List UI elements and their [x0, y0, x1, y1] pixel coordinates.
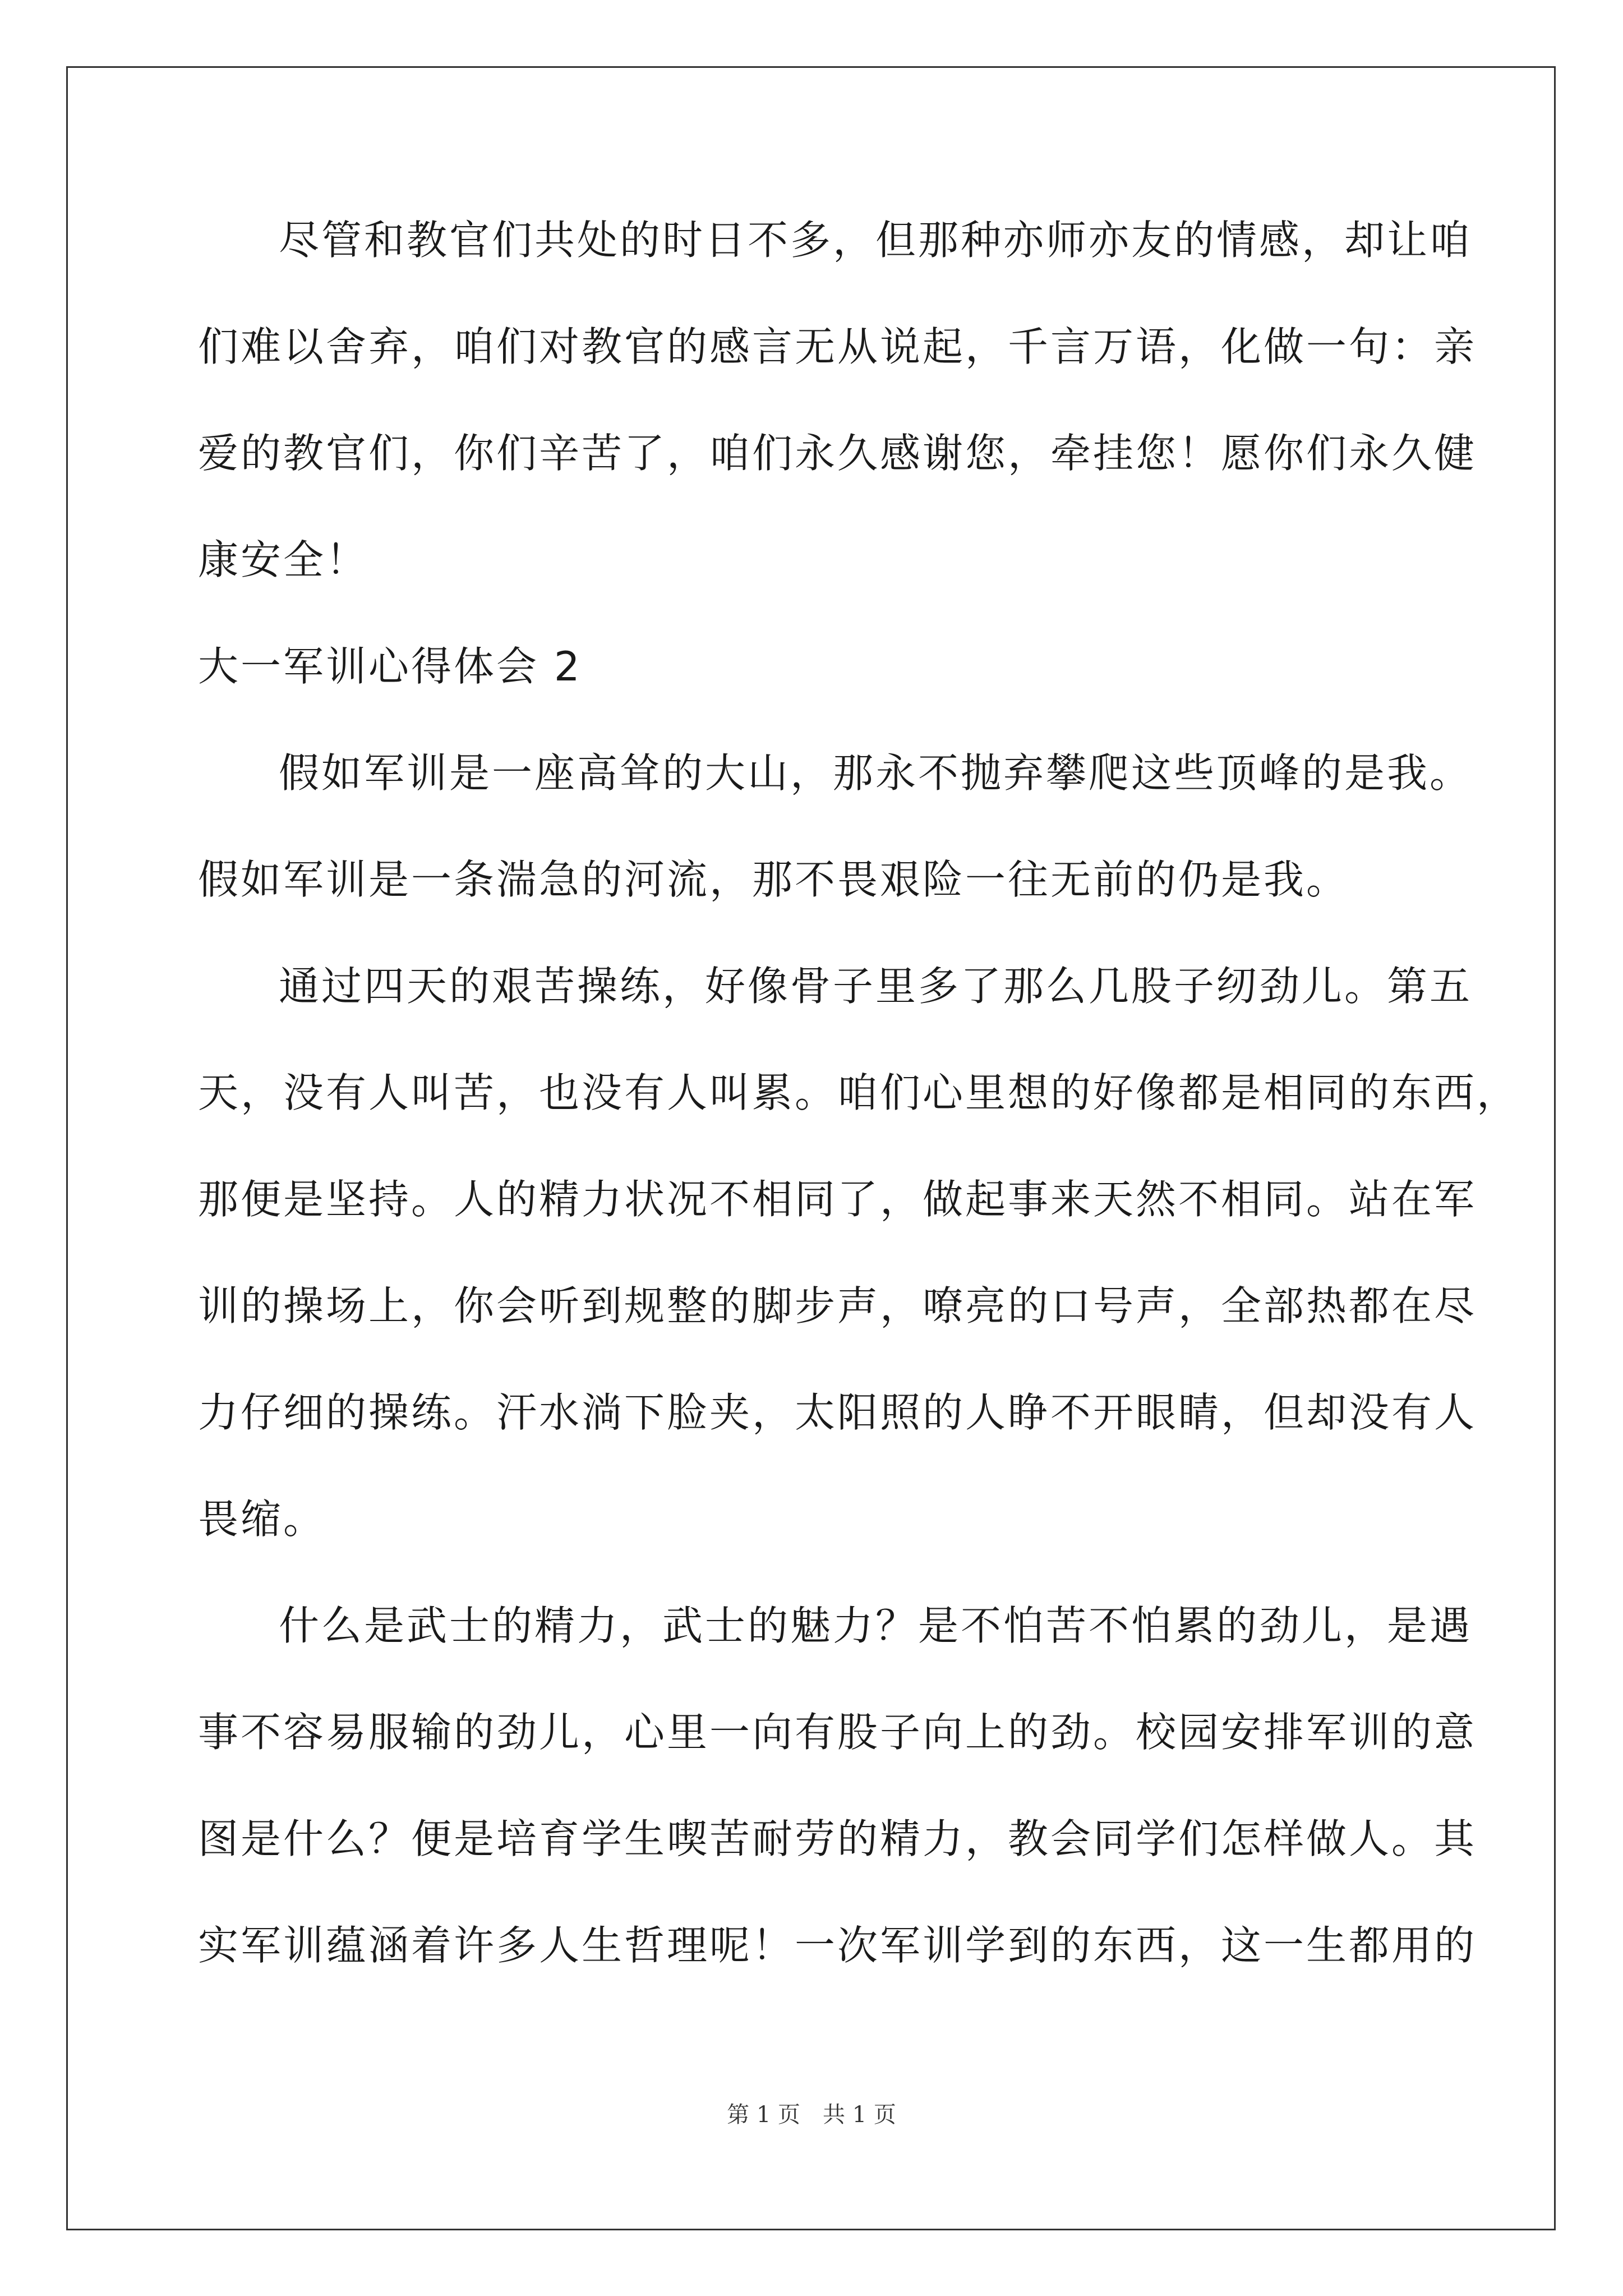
paragraph-line: 们难以舍弃，咱们对教官的感言无从说起，千言万语，化做一句：亲: [198, 323, 1477, 370]
paragraph-line: 假如军训是一条湍急的河流，那不畏艰险一往无前的仍是我。: [198, 856, 1349, 903]
paragraph-line: 天，没有人叫苦，也没有人叫累。咱们心里想的好像都是相同的东西，: [198, 1069, 1520, 1116]
paragraph-line: 那便是坚持。人的精力状况不相同了，做起事来天然不相同。站在军: [198, 1176, 1477, 1223]
page-number-footer: 第 1 页 共 1 页: [727, 2102, 896, 2128]
section-heading: 大一军训心得体会 2: [198, 643, 582, 690]
paragraph-line: 什么是武士的精力，武士的魅力？是不怕苦不怕累的劲儿，是遇: [279, 1602, 1473, 1649]
paragraph-line: 尽管和教官们共处的时日不多，但那种亦师亦友的情感，却让咱: [279, 217, 1473, 264]
paragraph-line: 事不容易服输的劲儿，心里一向有股子向上的劲。校园安排军训的意: [198, 1709, 1477, 1756]
paragraph-line: 通过四天的艰苦操练，好像骨子里多了那么几股子纫劲儿。第五: [279, 963, 1473, 1010]
paragraph-line: 畏缩。: [198, 1496, 326, 1543]
paragraph-line: 实军训蕴涵着许多人生哲理呢！一次军训学到的东西，这一生都用的: [198, 1922, 1477, 1969]
paragraph-line: 力仔细的操练。汗水淌下脸夹，太阳照的人睁不开眼睛，但却没有人: [198, 1389, 1477, 1436]
paragraph-line: 爱的教官们，你们辛苦了，咱们永久感谢您，牵挂您！愿你们永久健: [198, 430, 1477, 477]
page-border: [66, 66, 1556, 2230]
paragraph-line: 康安全！: [198, 536, 369, 583]
paragraph-line: 假如军训是一座高耸的大山，那永不抛弃攀爬这些顶峰的是我。: [279, 749, 1473, 797]
paragraph-line: 图是什么？便是培育学生喫苦耐劳的精力，教会同学们怎样做人。其: [198, 1815, 1477, 1862]
paragraph-line: 训的操场上，你会听到规整的脚步声，嘹亮的口号声，全部热都在尽: [198, 1282, 1477, 1329]
